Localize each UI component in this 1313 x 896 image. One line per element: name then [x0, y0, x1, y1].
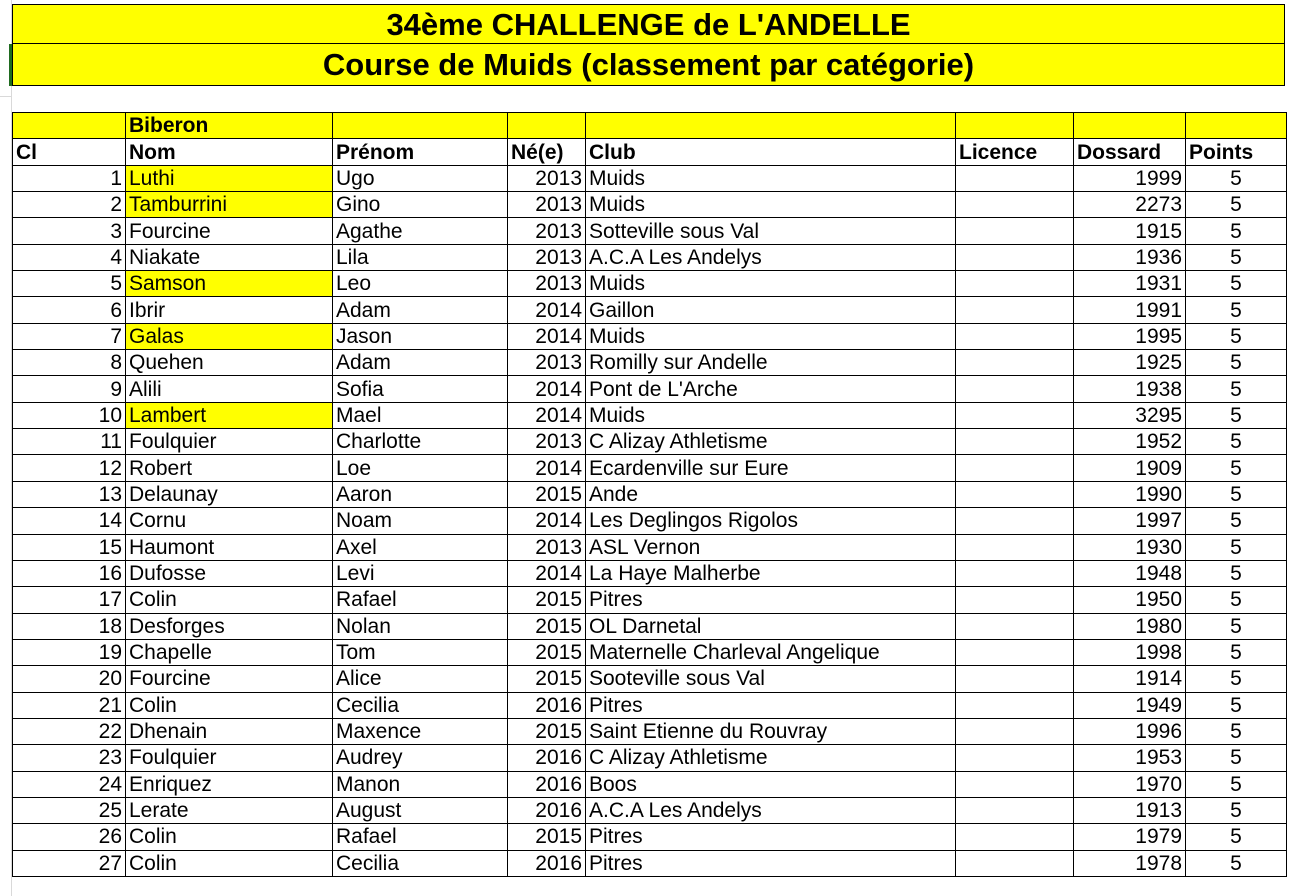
cell-points[interactable]: 5 [1186, 297, 1287, 323]
cell-prenom[interactable]: August [333, 797, 508, 823]
cell-cl[interactable]: 19 [13, 639, 126, 665]
cell-cl[interactable]: 18 [13, 613, 126, 639]
cell-prenom[interactable]: Rafael [333, 824, 508, 850]
cell-ne[interactable]: 2016 [508, 692, 586, 718]
table-row [13, 481, 1287, 507]
cell-licence[interactable] [956, 218, 1074, 244]
cell-dossard[interactable]: 1990 [1074, 481, 1186, 507]
cell-ne[interactable]: 2015 [508, 481, 586, 507]
column-header-cl[interactable]: Cl [13, 139, 126, 165]
cell-dossard[interactable]: 1995 [1074, 323, 1186, 349]
cell-points[interactable]: 5 [1186, 613, 1287, 639]
cell-dossard[interactable]: 2273 [1074, 192, 1186, 218]
category-cell-empty[interactable] [1074, 113, 1186, 139]
cell-cl[interactable]: 23 [13, 745, 126, 771]
title-line-2[interactable]: Course de Muids (classement par catégorie) [12, 44, 1285, 86]
cell-ne[interactable]: 2013 [508, 192, 586, 218]
cell-points[interactable]: 5 [1186, 666, 1287, 692]
cell-club[interactable]: Sooteville sous Val [586, 666, 956, 692]
cell-prenom[interactable]: Axel [333, 534, 508, 560]
cell-nom[interactable]: Haumont [126, 534, 333, 560]
cell-ne[interactable]: 2015 [508, 824, 586, 850]
cell-club[interactable]: A.C.A Les Andelys [586, 244, 956, 270]
cell-nom[interactable]: Desforges [126, 613, 333, 639]
cell-nom[interactable]: Niakate [126, 244, 333, 270]
cell-licence[interactable] [956, 429, 1074, 455]
cell-ne[interactable]: 2013 [508, 271, 586, 297]
cell-points[interactable]: 5 [1186, 350, 1287, 376]
cell-cl[interactable]: 6 [13, 297, 126, 323]
cell-ne[interactable]: 2015 [508, 613, 586, 639]
table-row [13, 850, 1287, 876]
cell-licence[interactable] [956, 824, 1074, 850]
cell-ne[interactable]: 2013 [508, 429, 586, 455]
cell-nom[interactable]: Colin [126, 824, 333, 850]
cell-points[interactable]: 5 [1186, 587, 1287, 613]
cell-club[interactable]: Romilly sur Andelle [586, 350, 956, 376]
cell-nom[interactable]: Samson [126, 271, 333, 297]
cell-cl[interactable]: 16 [13, 560, 126, 586]
table-row [13, 297, 1287, 323]
category-cell-empty[interactable] [586, 113, 956, 139]
cell-cl[interactable]: 26 [13, 824, 126, 850]
cell-points[interactable]: 5 [1186, 218, 1287, 244]
grid-line [0, 96, 12, 97]
cell-licence[interactable] [956, 534, 1074, 560]
table-row [13, 508, 1287, 534]
cell-prenom[interactable]: Tom [333, 639, 508, 665]
cell-nom[interactable]: Colin [126, 587, 333, 613]
table-row [13, 455, 1287, 481]
cell-licence[interactable] [956, 271, 1074, 297]
cell-prenom[interactable]: Ugo [333, 165, 508, 191]
cell-cl[interactable]: 1 [13, 165, 126, 191]
cell-licence[interactable] [956, 639, 1074, 665]
cell-points[interactable]: 5 [1186, 824, 1287, 850]
cell-prenom[interactable]: Noam [333, 508, 508, 534]
cell-dossard[interactable]: 1980 [1074, 613, 1186, 639]
cell-nom[interactable]: Fourcine [126, 218, 333, 244]
cell-points[interactable]: 5 [1186, 692, 1287, 718]
category-label[interactable]: Biberon [126, 113, 333, 139]
cell-club[interactable]: La Haye Malherbe [586, 560, 956, 586]
cell-cl[interactable]: 27 [13, 850, 126, 876]
cell-ne[interactable]: 2014 [508, 455, 586, 481]
cell-dossard[interactable]: 1948 [1074, 560, 1186, 586]
cell-nom[interactable]: Chapelle [126, 639, 333, 665]
cell-prenom[interactable]: Lila [333, 244, 508, 270]
cell-points[interactable]: 5 [1186, 455, 1287, 481]
table-row [13, 639, 1287, 665]
cell-licence[interactable] [956, 613, 1074, 639]
cell-club[interactable]: Saint Etienne du Rouvray [586, 718, 956, 744]
cell-nom[interactable]: Fourcine [126, 666, 333, 692]
table-row [13, 402, 1287, 428]
cell-prenom[interactable]: Gino [333, 192, 508, 218]
category-cell-empty[interactable] [508, 113, 586, 139]
table-row [13, 323, 1287, 349]
cell-dossard[interactable]: 1931 [1074, 271, 1186, 297]
cell-dossard[interactable]: 1950 [1074, 587, 1186, 613]
cell-prenom[interactable]: Audrey [333, 745, 508, 771]
cell-cl[interactable]: 8 [13, 350, 126, 376]
table-row [13, 376, 1287, 402]
cell-licence[interactable] [956, 402, 1074, 428]
cell-prenom[interactable]: Adam [333, 297, 508, 323]
cell-points[interactable]: 5 [1186, 534, 1287, 560]
cell-dossard[interactable]: 3295 [1074, 402, 1186, 428]
cell-dossard[interactable]: 1996 [1074, 718, 1186, 744]
cell-club[interactable]: Maternelle Charleval Angelique [586, 639, 956, 665]
cell-dossard[interactable]: 1930 [1074, 534, 1186, 560]
cell-dossard[interactable]: 1978 [1074, 850, 1186, 876]
cell-ne[interactable]: 2016 [508, 797, 586, 823]
table-row [13, 797, 1287, 823]
cell-dossard[interactable]: 1970 [1074, 771, 1186, 797]
cell-licence[interactable] [956, 244, 1074, 270]
cell-club[interactable]: Pitres [586, 692, 956, 718]
cell-cl[interactable]: 13 [13, 481, 126, 507]
cell-club[interactable]: Boos [586, 771, 956, 797]
category-cell-empty[interactable] [13, 113, 126, 139]
cell-licence[interactable] [956, 297, 1074, 323]
cell-points[interactable]: 5 [1186, 560, 1287, 586]
cell-prenom[interactable]: Mael [333, 402, 508, 428]
cell-points[interactable]: 5 [1186, 639, 1287, 665]
cell-points[interactable]: 5 [1186, 850, 1287, 876]
cell-nom[interactable]: Dufosse [126, 560, 333, 586]
cell-cl[interactable]: 21 [13, 692, 126, 718]
cell-points[interactable]: 5 [1186, 481, 1287, 507]
column-header-ne[interactable]: Né(e) [508, 139, 586, 165]
cell-ne[interactable]: 2015 [508, 718, 586, 744]
cell-ne[interactable]: 2016 [508, 850, 586, 876]
cell-licence[interactable] [956, 192, 1074, 218]
cell-licence[interactable] [956, 745, 1074, 771]
table-row [13, 244, 1287, 270]
table-row [13, 534, 1287, 560]
column-header-nom[interactable]: Nom [126, 139, 333, 165]
table-row [13, 192, 1287, 218]
cell-ne[interactable]: 2013 [508, 165, 586, 191]
cell-cl[interactable]: 22 [13, 718, 126, 744]
cell-nom[interactable]: Foulquier [126, 745, 333, 771]
cell-ne[interactable]: 2013 [508, 218, 586, 244]
table-row [13, 771, 1287, 797]
cell-licence[interactable] [956, 376, 1074, 402]
table-row [13, 560, 1287, 586]
cell-points[interactable]: 5 [1186, 402, 1287, 428]
cell-club[interactable]: A.C.A Les Andelys [586, 797, 956, 823]
cell-prenom[interactable]: Cecilia [333, 692, 508, 718]
cell-points[interactable]: 5 [1186, 771, 1287, 797]
cell-ne[interactable]: 2014 [508, 376, 586, 402]
cell-dossard[interactable]: 1915 [1074, 218, 1186, 244]
cell-club[interactable]: Pont de L'Arche [586, 376, 956, 402]
cell-cl[interactable]: 20 [13, 666, 126, 692]
cell-club[interactable]: Muids [586, 192, 956, 218]
cell-ne[interactable]: 2013 [508, 350, 586, 376]
cell-dossard[interactable]: 1979 [1074, 824, 1186, 850]
cell-nom[interactable]: Tamburrini [126, 192, 333, 218]
cell-cl[interactable]: 14 [13, 508, 126, 534]
cell-dossard[interactable]: 1936 [1074, 244, 1186, 270]
cell-points[interactable]: 5 [1186, 323, 1287, 349]
cell-ne[interactable]: 2016 [508, 771, 586, 797]
cell-licence[interactable] [956, 481, 1074, 507]
table-row [13, 587, 1287, 613]
cell-points[interactable]: 5 [1186, 718, 1287, 744]
cell-licence[interactable] [956, 771, 1074, 797]
cell-club[interactable]: Pitres [586, 824, 956, 850]
table-row [13, 718, 1287, 744]
cell-club[interactable]: Muids [586, 402, 956, 428]
cell-club[interactable]: Muids [586, 271, 956, 297]
results-body [13, 113, 1287, 877]
cell-cl[interactable]: 24 [13, 771, 126, 797]
cell-ne[interactable]: 2013 [508, 534, 586, 560]
cell-licence[interactable] [956, 165, 1074, 191]
table-row [13, 271, 1287, 297]
table-row [13, 692, 1287, 718]
cell-ne[interactable]: 2015 [508, 639, 586, 665]
cell-prenom[interactable]: Cecilia [333, 850, 508, 876]
column-header-club[interactable]: Club [586, 139, 956, 165]
cell-club[interactable]: Sotteville sous Val [586, 218, 956, 244]
cell-nom[interactable]: Alili [126, 376, 333, 402]
column-header-points[interactable]: Points [1186, 139, 1287, 165]
cell-cl[interactable]: 9 [13, 376, 126, 402]
cell-ne[interactable]: 2013 [508, 244, 586, 270]
cell-licence[interactable] [956, 718, 1074, 744]
cell-licence[interactable] [956, 508, 1074, 534]
cell-ne[interactable]: 2014 [508, 323, 586, 349]
cell-licence[interactable] [956, 587, 1074, 613]
cell-licence[interactable] [956, 350, 1074, 376]
table-row [13, 666, 1287, 692]
cell-cl[interactable]: 2 [13, 192, 126, 218]
cell-nom[interactable]: Lerate [126, 797, 333, 823]
cell-club[interactable]: Pitres [586, 850, 956, 876]
table-row [13, 613, 1287, 639]
cell-licence[interactable] [956, 850, 1074, 876]
cell-club[interactable]: Gaillon [586, 297, 956, 323]
cell-points[interactable]: 5 [1186, 165, 1287, 191]
cell-nom[interactable]: Dhenain [126, 718, 333, 744]
cell-ne[interactable]: 2014 [508, 508, 586, 534]
cell-prenom[interactable]: Manon [333, 771, 508, 797]
cell-prenom[interactable]: Levi [333, 560, 508, 586]
cell-prenom[interactable]: Jason [333, 323, 508, 349]
cell-licence[interactable] [956, 797, 1074, 823]
cell-club[interactable]: OL Darnetal [586, 613, 956, 639]
cell-dossard[interactable]: 1949 [1074, 692, 1186, 718]
header-row [13, 139, 1287, 165]
cell-licence[interactable] [956, 323, 1074, 349]
cell-dossard[interactable]: 1952 [1074, 429, 1186, 455]
cell-club[interactable]: Pitres [586, 587, 956, 613]
cell-prenom[interactable]: Loe [333, 455, 508, 481]
cell-club[interactable]: C Alizay Athletisme [586, 745, 956, 771]
cell-ne[interactable]: 2015 [508, 666, 586, 692]
table-row [13, 429, 1287, 455]
cell-prenom[interactable]: Leo [333, 271, 508, 297]
cell-nom[interactable]: Enriquez [126, 771, 333, 797]
cell-licence[interactable] [956, 666, 1074, 692]
cell-cl[interactable]: 5 [13, 271, 126, 297]
category-row [13, 113, 1287, 139]
table-row [13, 165, 1287, 191]
cell-dossard[interactable]: 1999 [1074, 165, 1186, 191]
cell-prenom[interactable]: Agathe [333, 218, 508, 244]
cell-points[interactable]: 5 [1186, 244, 1287, 270]
cell-prenom[interactable]: Alice [333, 666, 508, 692]
cell-nom[interactable]: Cornu [126, 508, 333, 534]
cell-cl[interactable]: 11 [13, 429, 126, 455]
cell-cl[interactable]: 4 [13, 244, 126, 270]
cell-dossard[interactable]: 1909 [1074, 455, 1186, 481]
cell-nom[interactable]: Delaunay [126, 481, 333, 507]
cell-prenom[interactable]: Charlotte [333, 429, 508, 455]
cell-nom[interactable]: Galas [126, 323, 333, 349]
category-cell-empty[interactable] [333, 113, 508, 139]
cell-dossard[interactable]: 1938 [1074, 376, 1186, 402]
cell-dossard[interactable]: 1913 [1074, 797, 1186, 823]
cell-nom[interactable]: Colin [126, 850, 333, 876]
cell-prenom[interactable]: Nolan [333, 613, 508, 639]
cell-points[interactable]: 5 [1186, 271, 1287, 297]
cell-club[interactable]: C Alizay Athletisme [586, 429, 956, 455]
cell-club[interactable]: Muids [586, 165, 956, 191]
cell-points[interactable]: 5 [1186, 797, 1287, 823]
category-cell-empty[interactable] [1186, 113, 1287, 139]
cell-ne[interactable]: 2014 [508, 402, 586, 428]
table-row [13, 218, 1287, 244]
cell-licence[interactable] [956, 692, 1074, 718]
cell-club[interactable]: Muids [586, 323, 956, 349]
cell-nom[interactable]: Colin [126, 692, 333, 718]
cell-prenom[interactable]: Sofia [333, 376, 508, 402]
cell-licence[interactable] [956, 455, 1074, 481]
column-header-dossard[interactable]: Dossard [1074, 139, 1186, 165]
cell-cl[interactable]: 7 [13, 323, 126, 349]
cell-ne[interactable]: 2016 [508, 745, 586, 771]
cell-prenom[interactable]: Aaron [333, 481, 508, 507]
cell-dossard[interactable]: 1925 [1074, 350, 1186, 376]
table-row [13, 745, 1287, 771]
cell-cl[interactable]: 3 [13, 218, 126, 244]
cell-club[interactable]: Ecardenville sur Eure [586, 455, 956, 481]
title-line-1[interactable]: 34ème CHALLENGE de L'ANDELLE [12, 4, 1285, 44]
cell-prenom[interactable]: Rafael [333, 587, 508, 613]
cell-nom[interactable]: Quehen [126, 350, 333, 376]
table-row [13, 824, 1287, 850]
column-header-licence[interactable]: Licence [956, 139, 1074, 165]
cell-cl[interactable]: 17 [13, 587, 126, 613]
results-table [12, 112, 1287, 877]
cell-club[interactable]: ASL Vernon [586, 534, 956, 560]
cell-dossard[interactable]: 1991 [1074, 297, 1186, 323]
table-row [13, 350, 1287, 376]
cell-prenom[interactable]: Maxence [333, 718, 508, 744]
cell-licence[interactable] [956, 560, 1074, 586]
cell-ne[interactable]: 2015 [508, 587, 586, 613]
cell-dossard[interactable]: 1997 [1074, 508, 1186, 534]
cell-dossard[interactable]: 1998 [1074, 639, 1186, 665]
cell-ne[interactable]: 2014 [508, 560, 586, 586]
cell-cl[interactable]: 25 [13, 797, 126, 823]
cell-dossard[interactable]: 1914 [1074, 666, 1186, 692]
cell-nom[interactable]: Luthi [126, 165, 333, 191]
cell-cl[interactable]: 10 [13, 402, 126, 428]
cell-nom[interactable]: Foulquier [126, 429, 333, 455]
cell-dossard[interactable]: 1953 [1074, 745, 1186, 771]
cell-points[interactable]: 5 [1186, 192, 1287, 218]
cell-points[interactable]: 5 [1186, 429, 1287, 455]
cell-cl[interactable]: 15 [13, 534, 126, 560]
cell-prenom[interactable]: Adam [333, 350, 508, 376]
cell-points[interactable]: 5 [1186, 745, 1287, 771]
cell-nom[interactable]: Lambert [126, 402, 333, 428]
category-cell-empty[interactable] [956, 113, 1074, 139]
cell-points[interactable]: 5 [1186, 508, 1287, 534]
column-header-prenom[interactable]: Prénom [333, 139, 508, 165]
cell-club[interactable]: Les Deglingos Rigolos [586, 508, 956, 534]
cell-cl[interactable]: 12 [13, 455, 126, 481]
cell-points[interactable]: 5 [1186, 376, 1287, 402]
cell-nom[interactable]: Ibrir [126, 297, 333, 323]
cell-ne[interactable]: 2014 [508, 297, 586, 323]
cell-nom[interactable]: Robert [126, 455, 333, 481]
cell-club[interactable]: Ande [586, 481, 956, 507]
